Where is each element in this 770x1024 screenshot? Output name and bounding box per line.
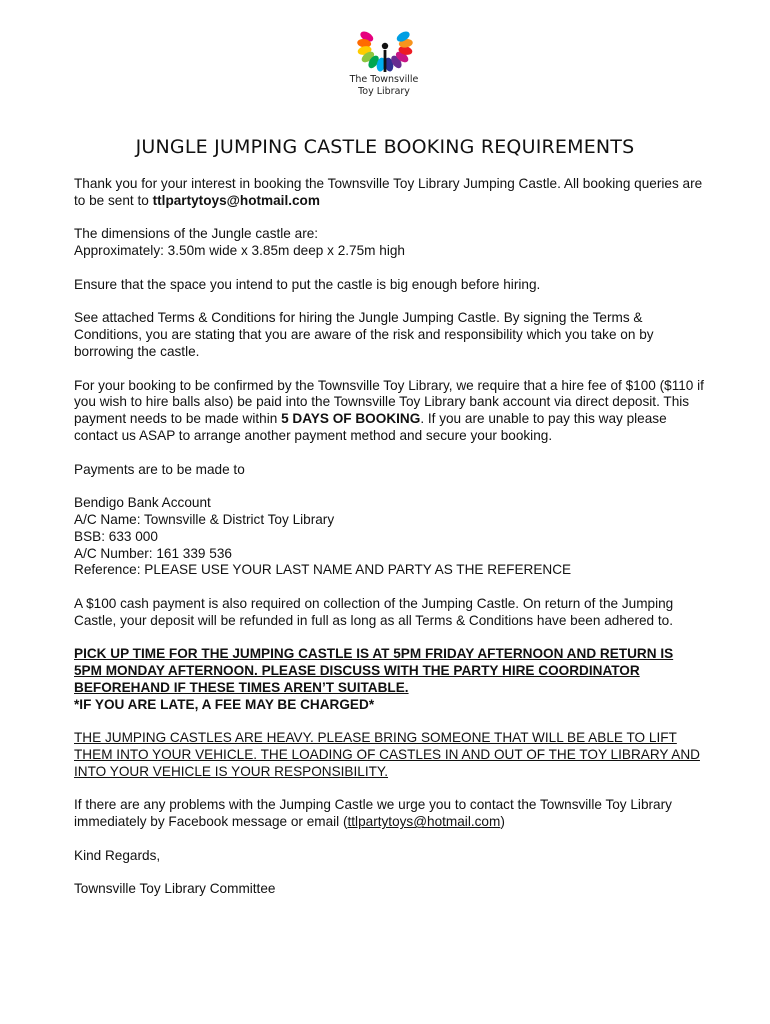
bank-name: Bendigo Bank Account [74, 495, 211, 511]
account-name: A/C Name: Townsville & District Toy Library [74, 511, 335, 527]
payments-paragraph: Payments are to be made to [74, 461, 245, 477]
intro-paragraph [74, 176, 704, 210]
heavy-warning-paragraph: THE JUMPING CASTLES ARE HEAVY. PLEASE BRING SOMEONE THAT WILL BE ABLE TO LIFT THEM INTO YOUR VEHICLE. THE LOADING OF CASTLES IN AND OUT OF THE TOY LIBRARY AND INTO YOUR VEHICLE IS YOUR RESPONSIBILITY. [74, 730, 700, 779]
bank-details [74, 495, 704, 579]
payment-reference: Reference: PLEASE USE YOUR LAST NAME AND PARTY AS THE REFERENCE [74, 562, 572, 578]
dimensions-heading: The dimensions of the Jungle castle are: [74, 226, 319, 242]
fee-text: For your booking to be confirmed by the Townsville Toy Library, we require that a hire fee of $100 ($110 if you wish to hire balls also) be paid into the Townsville Toy Library bank account via direct deposit. This payment needs to be made within [74, 377, 704, 427]
page-title: JUNGLE JUMPING CASTLE BOOKING REQUIREMENTS [135, 136, 635, 158]
cash-deposit-paragraph: A $100 cash payment is also required on collection of the Jumping Castle. On return of the Jumping Castle, your deposit will be refunded in full as long as all Terms & Conditions have been adhered to. [74, 595, 674, 628]
contact-paragraph [74, 797, 704, 831]
logo-figure-head [382, 43, 388, 49]
document-body [74, 176, 704, 915]
sign-off: Kind Regards, [74, 847, 161, 863]
late-fee-warning: *IF YOU ARE LATE, A FEE MAY BE CHARGED* [74, 696, 375, 712]
contact-email-link[interactable]: ttlpartytoys@hotmail.com [347, 814, 501, 830]
bsb: BSB: 633 000 [74, 528, 158, 544]
logo-line-1: The Townsville [349, 74, 419, 85]
terms-paragraph: See attached Terms & Conditions for hiring the Jungle Jumping Castle. By signing the Terms & Conditions, you are stating that you are aware of the risk and responsibility which you take on by borrowing the castle. [74, 310, 654, 359]
dimensions-paragraph [74, 226, 704, 260]
space-paragraph: Ensure that the space you intend to put the castle is big enough before hiring. [74, 276, 541, 292]
logo-line-2: Toy Library [358, 86, 410, 97]
pickup-times: PICK UP TIME FOR THE JUMPING CASTLE IS AT 5PM FRIDAY AFTERNOON AND RETURN IS 5PM MONDAY AFTERNOON. PLEASE DISCUSS WITH THE PARTY HIRE COORDINATOR BEFOREHAND IF THESE TIMES AREN’T SUITABLE. [74, 646, 674, 695]
logo-figure-body [384, 50, 387, 72]
logo-text [334, 74, 434, 98]
contact-close: ) [500, 814, 505, 830]
account-number: A/C Number: 161 339 536 [74, 545, 232, 561]
booking-email[interactable]: ttlpartytoys@hotmail.com [152, 192, 320, 208]
booking-fee-paragraph [74, 378, 704, 445]
intro-text: Thank you for your interest in booking the Townsville Toy Library Jumping Castle. All booking queries are to be sent to [74, 176, 703, 208]
fee-text-end: . If you are unable to pay this way please contact us ASAP to arrange another payment method and secure your booking. [74, 411, 667, 443]
fee-deadline: 5 DAYS OF BOOKING [281, 411, 421, 427]
dimensions-value: Approximately: 3.50m wide x 3.85m deep x 2.75m high [74, 243, 405, 259]
committee-signature: Townsville Toy Library Committee [74, 881, 276, 897]
pickup-paragraph [74, 646, 704, 713]
contact-text: If there are any problems with the Jumping Castle we urge you to contact the Townsville Toy Library immediately by Facebook message or email ( [74, 797, 672, 830]
